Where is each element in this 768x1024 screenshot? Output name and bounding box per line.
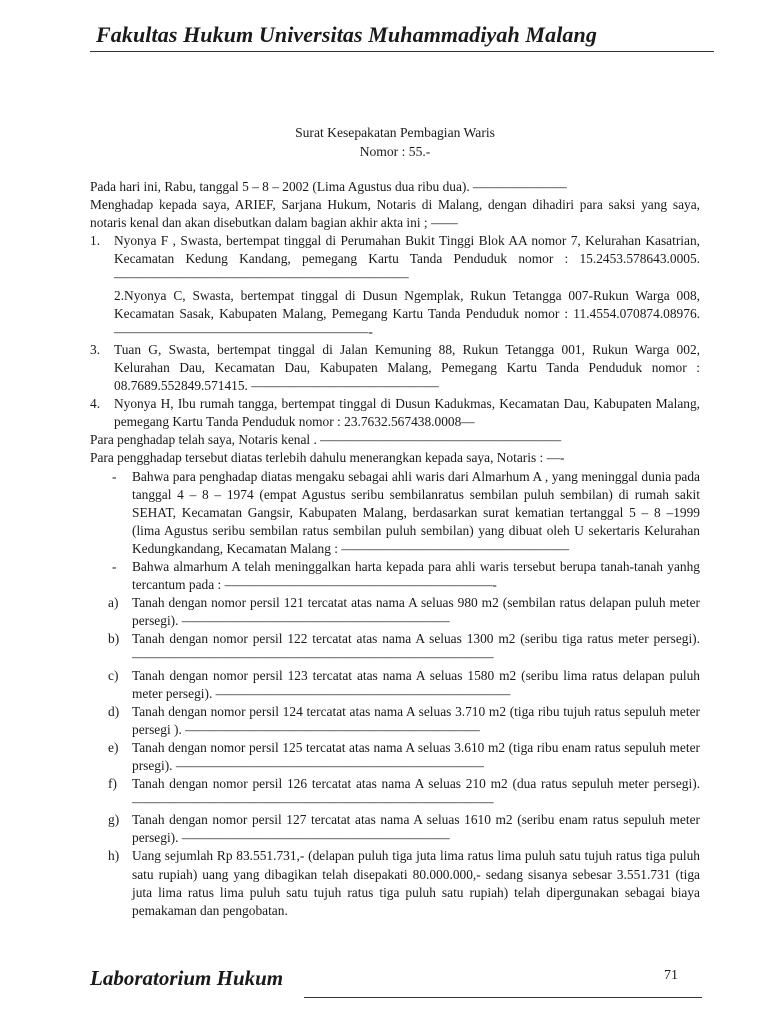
statement-text: Bahwa para penghadap diatas mengaku sebagai ahli waris dari Almarhum A , yang meninggal dunia pada tanggal 4 – 8 – 1974 (empat Agustus seribu sembilanratus sembilan puluh sembilan) di rumah sakit SEHAT, Kecamatan Gangsir, Kabupaten Malang, berdasarkan surat kematian tertanggal 5 – 8 –1999 (lima Agustus seribu sembilan ratus sembilan puluh sembilan) yang dibuat oleh U sekertaris Kelurahan Kedungkandang, Kecamatan Malang : ————————————————— [132, 468, 700, 556]
document-title: Surat Kesepakatan Pembagian Waris [295, 125, 495, 140]
asset-item [90, 775, 700, 811]
asset-text: Tanah dengan nomor persil 122 tercatat atas nama A seluas 1300 m2 (seribu tiga ratus meter persegi). ——————————————————————————— [132, 631, 700, 665]
opening-notary-paragraph: Menghadap kepada saya, ARIEF, Sarjana Hukum, Notaris di Malang, dengan dihadiri para saksi yang saya, notaris kenal dan akan disebutkan dalam bagian akhir akta ini ; —— [90, 197, 700, 231]
asset-item [90, 630, 700, 666]
header-divider [90, 51, 714, 52]
asset-item [90, 703, 700, 739]
document-number: Nomor : 55.- [359, 144, 431, 159]
page-number: 71 [664, 968, 678, 983]
party-text: 2.Nyonya C, Swasta, bertempat tinggal di Dusun Ngemplak, Rukun Tetangga 007-Rukun Warga 008, Kecamatan Sasak, Kabupaten Malang, Pemegang Kartu Tanda Penduduk nomor : 11.4554.070874.08976. ———————————————————- [114, 287, 700, 339]
asset-item [90, 667, 700, 703]
page-footer-title: Laboratorium Hukum [90, 966, 284, 990]
explanation-line: Para pengghadap tersebut diatas terlebih dahulu menerangkan kepada saya, Notaris : —- [90, 450, 565, 466]
asset-text: Tanah dengan nomor persil 125 tercatat atas nama A seluas 3.610 m2 (tiga ribu enam ratus sepuluh meter prsegi). ——————————————————————— [132, 739, 700, 773]
asset-text: Tanah dengan nomor persil 127 tercatat atas nama A seluas 1610 m2 (seribu enam ratus sepuluh meter persegi). ———————————————————— [132, 812, 700, 846]
party-item [90, 232, 700, 286]
asset-marker: b) [108, 631, 120, 647]
statement-item [90, 468, 700, 558]
document-body [90, 178, 700, 920]
asset-item [90, 847, 700, 919]
opening-date-line: Pada hari ini, Rabu, tanggal 5 – 8 – 2002 (Lima Agustus dua ribu dua). ——————— [90, 179, 567, 194]
party-marker: 3. [90, 341, 101, 357]
statement-text: Bahwa almarhum A telah meninggalkan harta kepada para ahli waris tersebut berupa tanah-tanah yanhg tercantum pada : ————————————————————- [132, 558, 700, 593]
known-parties-line: Para penghadap telah saya, Notaris kenal . —————————————————— [90, 432, 562, 448]
statement-marker: - [112, 558, 117, 574]
asset-item [90, 739, 700, 775]
page-header-title: Fakultas Hukum Universitas Muhammadiyah Malang [96, 22, 597, 47]
asset-marker: e) [108, 739, 119, 755]
asset-item [90, 811, 700, 847]
footer-divider [304, 997, 702, 998]
asset-text: Tanah dengan nomor persil 126 tercatat atas nama A seluas 210 m2 (dua ratus sepuluh meter persegi). ——————————————————————————— [132, 776, 700, 810]
asset-item [90, 594, 700, 630]
asset-marker: g) [108, 812, 120, 828]
asset-marker: c) [108, 667, 119, 683]
party-item [90, 395, 700, 431]
document-heading [90, 123, 700, 161]
statement-item [90, 558, 700, 594]
party-item [90, 341, 700, 395]
asset-marker: f) [108, 776, 117, 792]
party-marker: 4. [90, 396, 101, 412]
asset-text: Tanah dengan nomor persil 124 tercatat atas nama A seluas 3.710 m2 (tiga ribu tujuh ratus sepuluh meter persegi ). —————————————————————— [132, 703, 700, 737]
asset-text: Tanah dengan nomor persil 121 tercatat atas nama A seluas 980 m2 (sembilan ratus delapan puluh meter persegi). ———————————————————— [132, 595, 700, 629]
party-text: Tuan G, Swasta, bertempat tinggal di Jalan Kemuning 88, Rukun Tetangga 001, Rukun Warga 002, Kelurahan Dau, Kecamatan Dau, Kabupaten Malang, Pemegang Kartu Tanda Penduduk nomor : 08.7689.552849.571415. —————————————— [114, 341, 700, 394]
asset-text: Uang sejumlah Rp 83.551.731,- (delapan puluh tiga juta lima ratus lima puluh satu tujuh ratus tiga puluh satu rupiah) uang yang dibagikan telah disepakati 80.000.000,- sedang sisanya sebesar 3.551.731 (tiga juta lima ratus lima puluh satu tujuh ratus tiga puluh satu rupiah) telah dipergunakan sebagai biaya pemakaman dan pengobatan. [132, 848, 700, 918]
party-text: Nyonya H, Ibu rumah tangga, bertempat tinggal di Dusun Kadukmas, Kecamatan Dau, Kabupaten Malang, pemegang Kartu Tanda Penduduk nomor : 23.7632.567438.0008— [114, 396, 700, 430]
party-marker: 1. [90, 233, 101, 249]
asset-marker: h) [108, 848, 120, 864]
party-text: Nyonya F , Swasta, bertempat tinggal di Perumahan Bukit Tinggi Blok AA nomor 7, Kelurahan Kasatrian, Kecamatan Kedung Kandang, pemegang Kartu Tanda Penduduk nomor : 15.2453.578643.0005. —————————————————————— [114, 233, 700, 285]
party-item [90, 287, 700, 341]
asset-marker: a) [108, 595, 119, 611]
asset-marker: d) [108, 703, 120, 719]
statement-marker: - [112, 468, 117, 484]
asset-text: Tanah dengan nomor persil 123 tercatat atas nama A seluas 1580 m2 (seribu lima ratus delapan puluh meter persegi). —————————————————————— [132, 667, 700, 701]
